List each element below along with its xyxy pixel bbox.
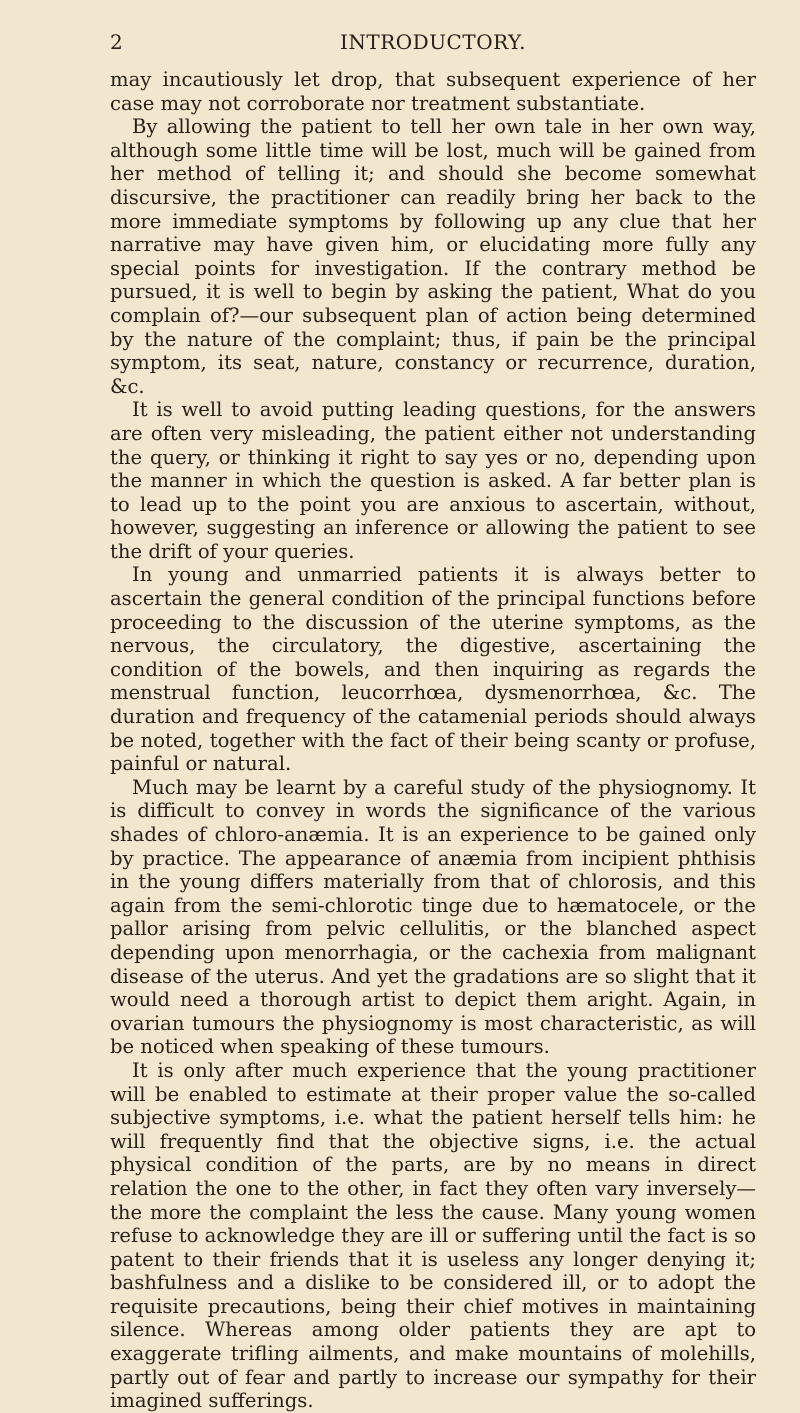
paragraph-continued: may incautiously let drop, that subsequent experience of her case may not corroborate nor treatment substantiate.: [110, 68, 756, 115]
paragraph-subjective-symptoms: It is only after much experience that the young practitioner will be enabled to estimate at their proper value the so-called subjective symptoms, i.e. what the patient herself tells him: he will frequently find that the objective signs, i.e. the actual physical condition of the parts, are by no means in direct relation the one to the other, in fact they often vary inversely—the more the complaint the less the cause. Many young women refuse to acknowledge they are ill or suffering until the fact is so patent to their friends that it is useless any longer denying it; bashfulness and a dislike to be considered ill, or to adopt the requisite precautions, being their chief motives in maintaining silence. Whereas among older patients they are apt to exaggerate trifling ailments, and make mountains of molehills, partly out of fear and partly to increase our sympathy for their imagined sufferings.: [110, 1058, 756, 1413]
paragraph-patient-tale: By allowing the patient to tell her own tale in her own way, although some little time will be lost, much will be gained from her method of telling it; and should she become somewhat discursive, the practitioner can readily bring her back to the more immediate symptoms by following up any clue that her narrative may have given him, or elucidating more fully any special points for investigation. If the contrary method be pursued, it is well to begin by asking the patient, What do you complain of?—our subsequent plan of action being determined by the nature of the complaint; thus, if pain be the principal symptom, its seat, nature, constancy or recurrence, duration, &c.: [110, 115, 756, 398]
running-title: INTRODUCTORY.: [339, 30, 527, 54]
page-number: 2: [110, 30, 124, 54]
running-head: [110, 30, 756, 58]
paragraph-physiognomy: Much may be learnt by a careful study of the physiognomy. It is difficult to convey in words the significance of the various shades of chloro-anæmia. It is an experience to be gained only by practice. The appearance of anæmia from incipient phthisis in the young differs materially from that of chlorosis, and this again from the semi-chlorotic tinge due to hæmatocele, or the pallor arising from pelvic cellulitis, or the blanched aspect depending upon menorrhagia, or the cachexia from malignant disease of the uterus. And yet the gradations are so slight that it would need a thorough artist to depict them aright. Again, in ovarian tumours the physiognomy is most characteristic, as will be noticed when speaking of these tumours.: [110, 775, 756, 1059]
body-text: [110, 68, 756, 1413]
paragraph-young-patients: In young and unmarried patients it is always better to ascertain the general condition of the principal functions before proceeding to the discussion of the uterine symptoms, as the nervous, the circulatory, the digestive, ascertaining the condition of the bowels, and then inquiring as regards the menstrual function, leucorrhœa, dysmenorrhœa, &c. The duration and frequency of the catamenial periods should always be noted, together with the fact of their being scanty or profuse, painful or natural.: [110, 563, 756, 776]
paragraph-leading-questions: It is well to avoid putting leading questions, for the answers are often very misleading, the patient either not understanding the query, or thinking it right to say yes or no, depending upon the manner in which the question is asked. A far better plan is to lead up to the point you are anxious to ascertain, without, however, suggesting an inference or allowing the patient to see the drift of your queries.: [110, 398, 756, 563]
